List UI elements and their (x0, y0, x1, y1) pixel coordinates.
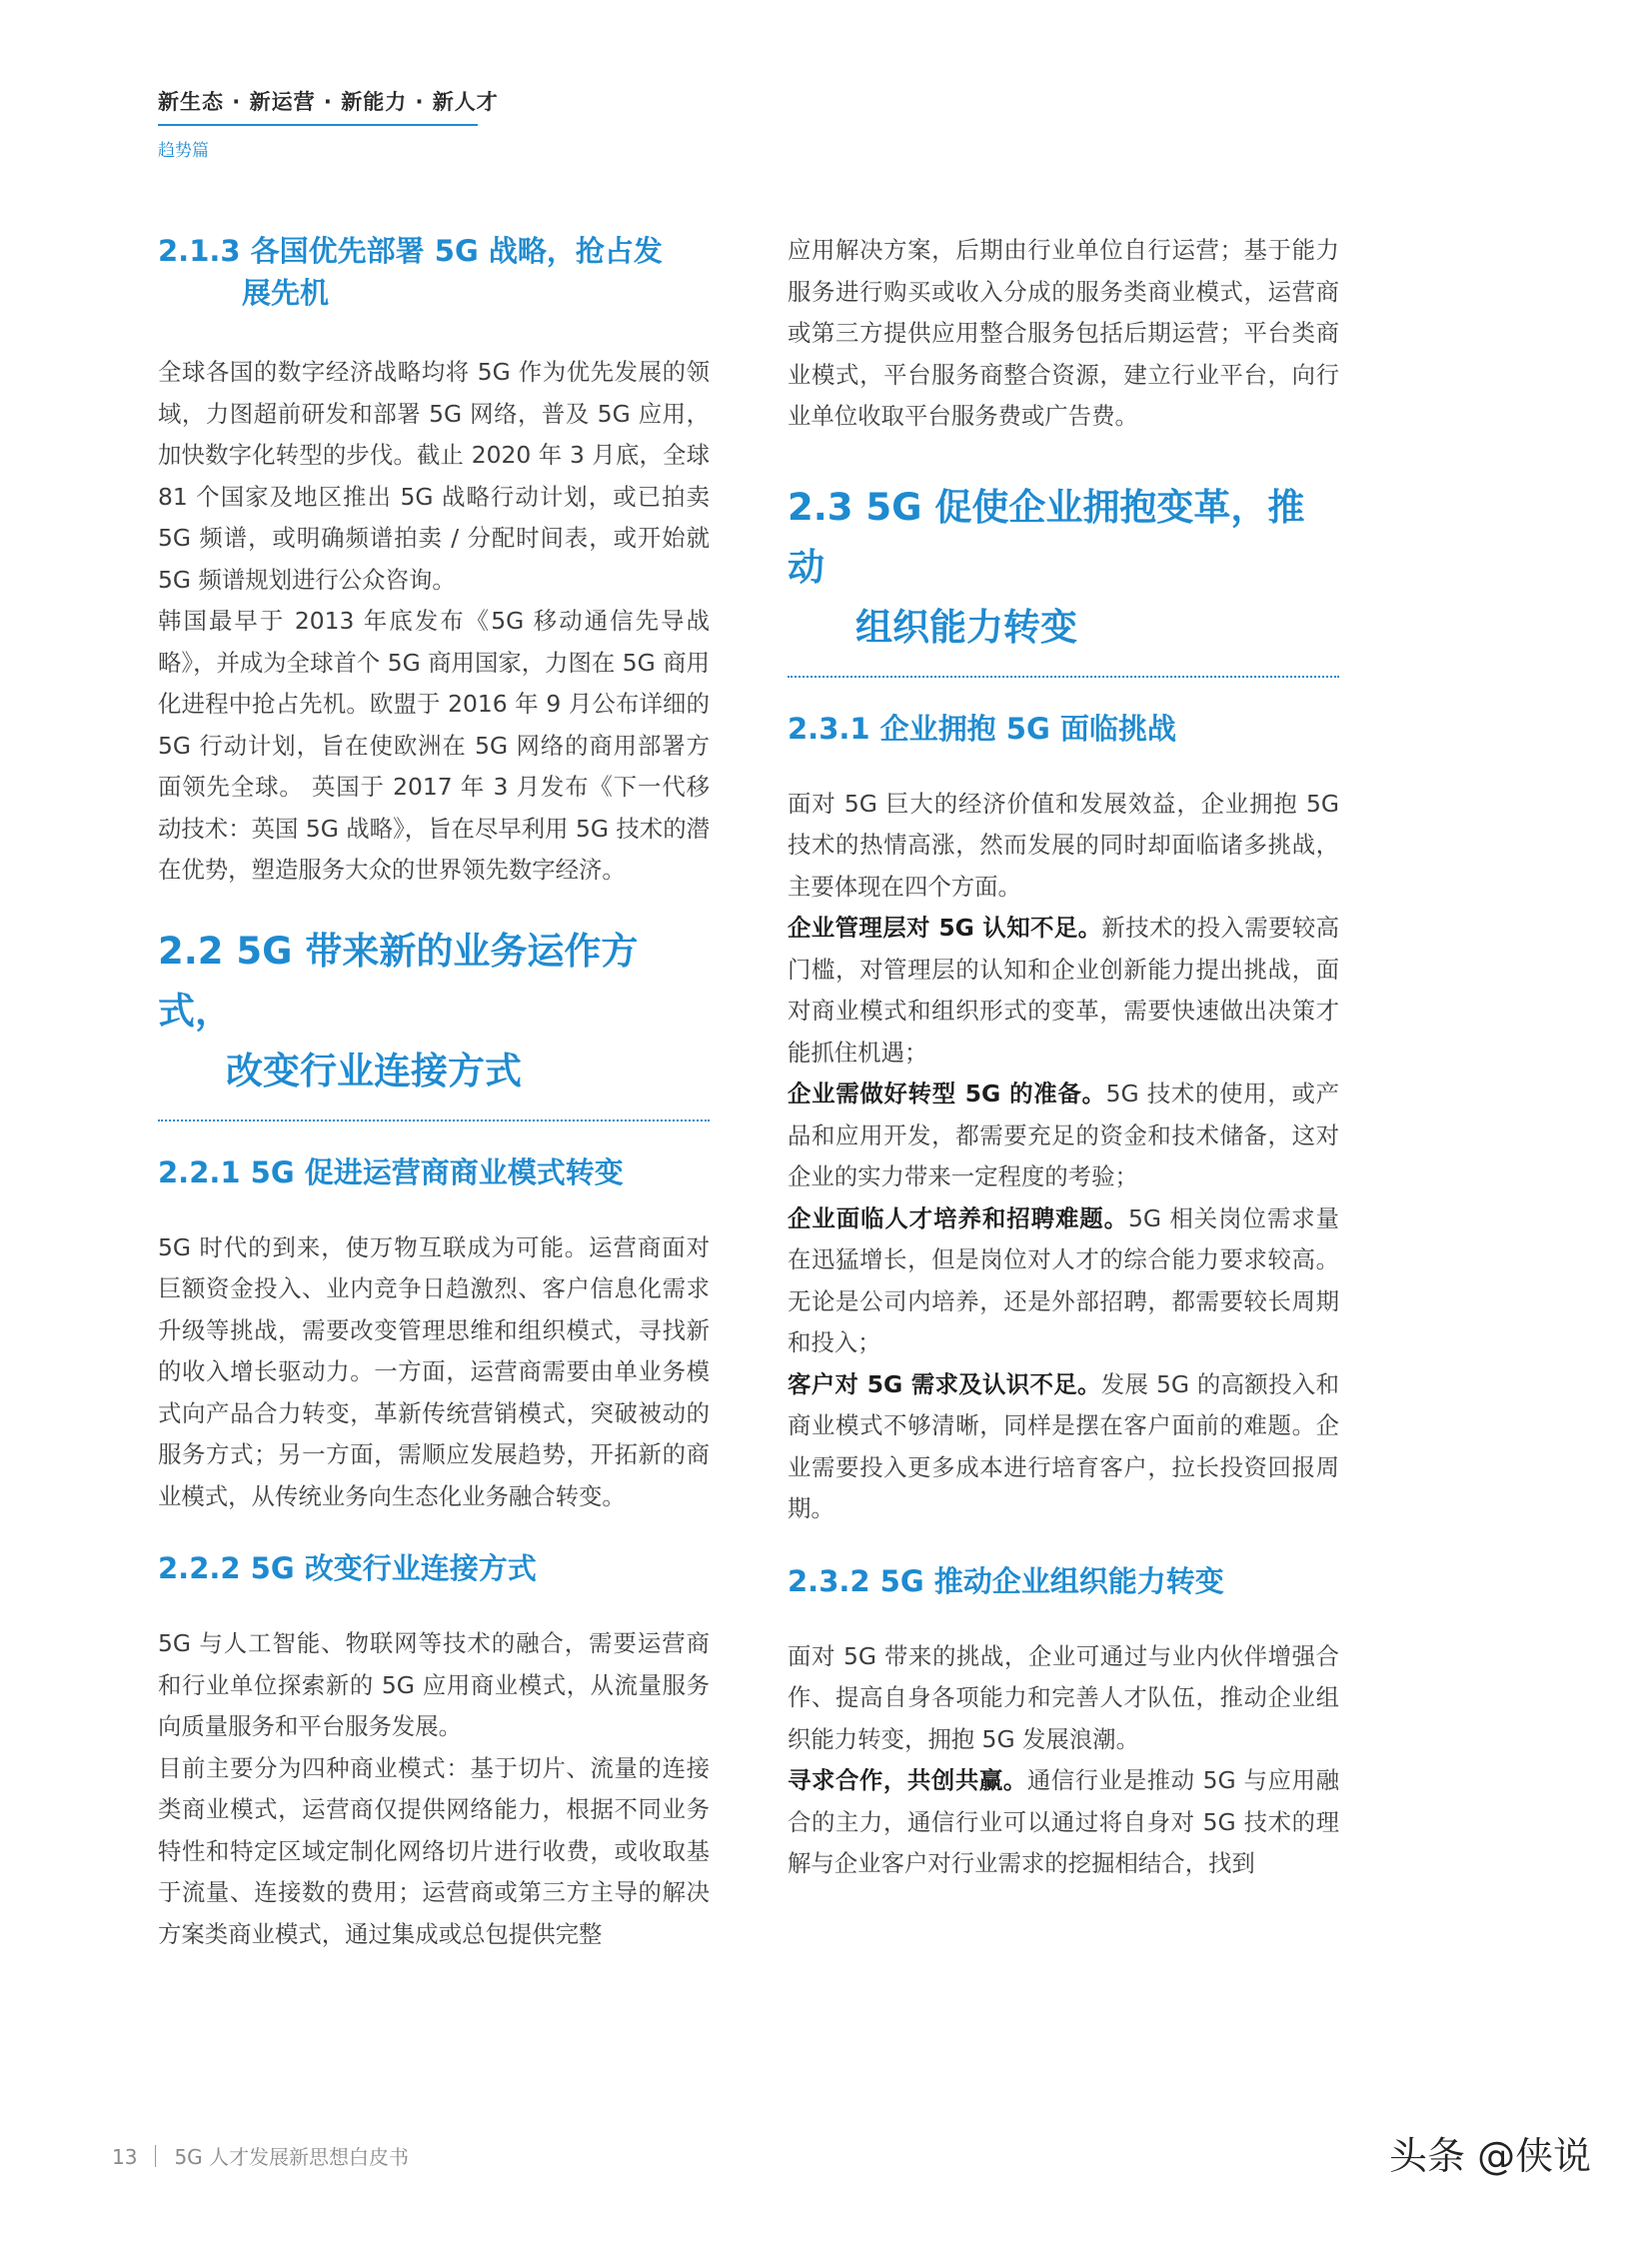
challenge-talent-text: 5G 相关岗位需求量在迅猛增长，但是岗位对人才的综合能力要求较高。无论是公司内培养，还是外部招聘，都需要较长周期和投入； (788, 1203, 1339, 1356)
challenge-preparation-text: 5G 技术的使用，或产品和应用开发，都需要充足的资金和技术储备，这对企业的实力带来一定程度的考验； (788, 1080, 1339, 1190)
challenge-management-lead: 企业管理层对 5G 认知不足。 (788, 914, 1102, 942)
heading-2-1-3 (158, 230, 710, 314)
cooperation-lead: 寻求合作，共创共赢。 (788, 1766, 1027, 1794)
page-footer (112, 2141, 409, 2170)
heading-2-1-3-line2: 展先机 (242, 276, 330, 310)
challenge-customer-text: 发展 5G 的高额投入和商业模式不够清晰，同样是摆在客户面前的难题。企业需要投入更多成本进行培育客户，拉长投资回报周期。 (788, 1369, 1339, 1522)
paragraph-four-business-models: 目前主要分为四种商业模式：基于切片、流量的连接类商业模式，运营商仅提供网络能力，根据不同业务特性和特定区域定制化网络切片进行收费，或收取基于流量、连接数的费用；运营商或第三方主导的解决方案类商业模式，通过集成或总包提供完整 (158, 1753, 710, 1948)
heading-2-3-1: 2.3.1 企业拥抱 5G 面临挑战 (788, 711, 1176, 746)
footer-separator (155, 2145, 156, 2167)
heading-2-1-3-line1: 2.1.3 各国优先部署 5G 战略，抢占发 (158, 234, 663, 268)
paragraph-challenge-management (788, 908, 1339, 1074)
cooperation-text: 通信行业是推动 5G 与应用融合的主力，通信行业可以通过将自身对 5G 技术的理解与企业客户对行业需求的挖掘相结合，找到 (788, 1766, 1339, 1877)
left-column (158, 230, 710, 1955)
paragraph-solution-continued: 应用解决方案，后期由行业单位自行运营；基于能力服务进行购买或收入分成的服务类商业模式，运营商或第三方提供应用整合服务包括后期运营；平台类商业模式，平台服务商整合资源，建立行业平台，向行业单位收取平台服务费或广告费。 (788, 236, 1339, 430)
header-rule (158, 124, 478, 126)
challenge-talent-lead: 企业面临人才培养和招聘难题。 (788, 1203, 1129, 1232)
document-title: 5G 人才发展新思想白皮书 (174, 2145, 410, 2169)
heading-2-3-2: 2.3.2 5G 推动企业组织能力转变 (788, 1563, 1224, 1598)
paragraph-operator-business-model: 5G 时代的到来，使万物互联成为可能。运营商面对巨额资金投入、业内竞争日趋激烈、客户信息化需求升级等挑战，需要改变管理思维和组织模式，寻找新的收入增长驱动力。一方面，运营商需要由单业务模式向产品合力转变，革新传统营销模式，突破被动的服务方式；另一方面，需顺应发展趋势，开拓新的商业模式，从传统业务向生态化业务融合转变。 (158, 1232, 710, 1510)
paragraph-5g-fusion: 5G 与人工智能、物联网等技术的融合，需要运营商和行业单位探索新的 5G 应用商业模式，从流量服务向质量服务和平台服务发展。 (158, 1629, 710, 1740)
challenge-preparation-lead: 企业需做好转型 5G 的准备。 (788, 1080, 1106, 1108)
watermark: 头条 @侠说 (1389, 2134, 1592, 2178)
heading-2-2-2: 2.2.2 5G 改变行业连接方式 (158, 1551, 537, 1585)
heading-2-3 (788, 478, 1339, 658)
paragraph-org-capability: 面对 5G 带来的挑战，企业可通过与业内伙伴增强合作、提高自身各项能力和完善人才队伍，推动企业组织能力转变，拥抱 5G 发展浪潮。 (788, 1641, 1339, 1753)
page-number: 13 (112, 2145, 138, 2169)
paragraph-challenges-intro: 面对 5G 巨大的经济价值和发展效益，企业拥抱 5G 技术的热情高涨，然而发展的同时却面临诸多挑战，主要体现在四个方面。 (788, 789, 1339, 901)
right-column (788, 230, 1339, 1885)
paragraph-global-strategy: 全球各国的数字经济战略均将 5G 作为优先发展的领域，力图超前研发和部署 5G 网络，普及 5G 应用，加快数字化转型的步伐。截止 2020 年 3 月底，全球 81 个国家及地区推出 5G 战略行动计划，或已拍卖 5G 频谱，或明确频谱拍卖 / 分配时间表，或开始就 5G 频谱规划进行公众咨询。 (158, 358, 710, 594)
running-header-subtitle: 趋势篇 (158, 141, 209, 161)
challenge-management-text: 新技术的投入需要较高门槛，对管理层的认知和企业创新能力提出挑战，面对商业模式和组织形式的变革，需要快速做出决策才能抓住机遇； (788, 914, 1340, 1067)
paragraph-challenge-preparation (788, 1074, 1339, 1198)
section-divider (158, 1120, 710, 1122)
heading-2-2-line1: 2.2 5G 带来新的业务运作方式， (158, 929, 639, 1033)
paragraph-challenge-customer (788, 1364, 1339, 1530)
running-header-title: 新生态 · 新运营 · 新能力 · 新人才 (158, 90, 499, 114)
paragraph-cooperation (788, 1760, 1339, 1885)
heading-2-2 (158, 922, 710, 1102)
heading-2-2-line2: 改变行业连接方式 (226, 1049, 522, 1093)
paragraph-korea-eu-uk: 韩国最早于 2013 年底发布《5G 移动通信先导战略》，并成为全球首个 5G 商用国家，力图在 5G 商用化进程中抢占先机。欧盟于 2016 年 9 月公布详细的 5G 行动计划，旨在使欧洲在 5G 网络的商用部署方面领先全球。 英国于 2017 年 3 月发布《下一代移动技术：英国 5G 战略》，旨在尽早利用 5G 技术的潜在优势，塑造服务大众的世界领先数字经济。 (158, 607, 710, 884)
section-divider (788, 676, 1339, 678)
heading-2-3-line1: 2.3 5G 促使企业拥抱变革，推动 (788, 485, 1305, 589)
paragraph-challenge-talent (788, 1198, 1339, 1364)
heading-2-2-1: 2.2.1 5G 促进运营商商业模式转变 (158, 1154, 624, 1189)
heading-2-3-line2: 组织能力转变 (855, 605, 1077, 649)
challenge-customer-lead: 客户对 5G 需求及认识不足。 (788, 1369, 1101, 1398)
